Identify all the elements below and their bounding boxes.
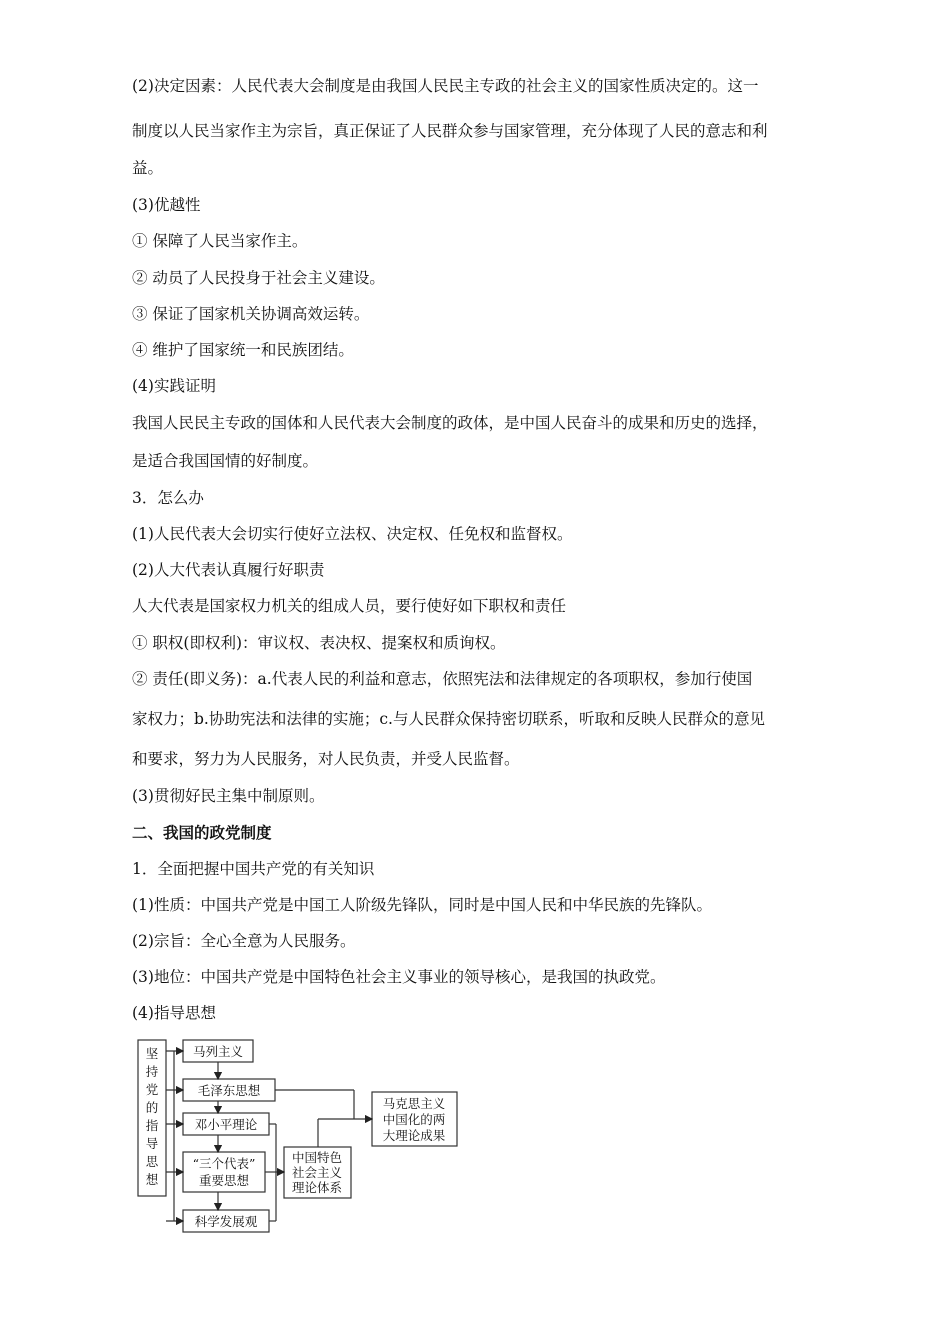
paragraph-line: 人大代表是国家权力机关的组成人员，要行使好如下职权和责任: [132, 597, 567, 615]
node-label: 邓小平理论: [194, 1117, 258, 1132]
node-label: 重要思想: [198, 1173, 250, 1188]
node-label: 马列主义: [192, 1044, 244, 1059]
node-label: 大理论成果: [382, 1128, 446, 1143]
paragraph-line: (2)决定因素：人民代表大会制度是由我国人民民主专政的社会主义的国家性质决定的。这一: [132, 77, 759, 95]
paragraph-line: ① 保障了人民当家作主。: [132, 232, 308, 250]
paragraph-line: ② 责任(即义务)：a.代表人民的利益和意志，依照宪法和法律规定的各项职权，参加行使国: [132, 670, 753, 688]
left-label-char: 持: [145, 1064, 159, 1079]
paragraph-line: ① 职权(即权利)：审议权、表决权、提案权和质询权。: [132, 634, 506, 652]
paragraph-line: 制度以人民当家作主为宗旨，真正保证了人民群众参与国家管理，充分体现了人民的意志和利: [132, 122, 768, 140]
left-label-char: 的: [145, 1100, 159, 1115]
paragraph-line: (4)指导思想: [132, 1004, 216, 1022]
paragraph-line: (2)人大代表认真履行好职责: [132, 561, 325, 579]
section-heading: 3．怎么办: [132, 489, 204, 507]
left-label-char: 导: [145, 1136, 159, 1151]
node-label: 中国特色: [291, 1150, 343, 1165]
node-label: 毛泽东思想: [197, 1083, 261, 1098]
node-label: 科学发展观: [194, 1214, 258, 1229]
paragraph-line: (3)地位：中国共产党是中国特色社会主义事业的领导核心，是我国的执政党。: [132, 968, 666, 986]
paragraph-line: 我国人民民主专政的国体和人民代表大会制度的政体，是中国人民奋斗的成果和历史的选择，: [132, 414, 768, 432]
node-label: 社会主义: [291, 1165, 343, 1180]
paragraph-line: 和要求，努力为人民服务，对人民负责，并受人民监督。: [132, 750, 520, 768]
node-label: “三个代表”: [192, 1156, 256, 1171]
left-label-char: 指: [145, 1118, 159, 1133]
section-heading: 1．全面把握中国共产党的有关知识: [132, 860, 375, 878]
paragraph-line: 益。: [132, 159, 164, 177]
paragraph-line: ③ 保证了国家机关协调高效运转。: [132, 305, 370, 323]
node-label: 马克思主义: [382, 1096, 446, 1111]
paragraph-line: (1)人民代表大会切实行使好立法权、决定权、任免权和监督权。: [132, 525, 573, 543]
paragraph-line: 是适合我国国情的好制度。: [132, 452, 319, 470]
paragraph-line: (2)宗旨：全心全意为人民服务。: [132, 932, 356, 950]
left-label-char: 党: [145, 1082, 159, 1097]
node-label: 理论体系: [291, 1180, 343, 1195]
paragraph-line: (3)优越性: [132, 196, 201, 214]
left-label-char: 想: [145, 1172, 159, 1187]
section-heading: 二、我国的政党制度: [132, 824, 272, 842]
paragraph-line: (4)实践证明: [132, 377, 216, 395]
paragraph-line: (3)贯彻好民主集中制原则。: [132, 787, 325, 805]
paragraph-line: 家权力；b.协助宪法和法律的实施；c.与人民群众保持密切联系，听取和反映人民群众的意见: [132, 710, 765, 728]
left-label-char: 思: [145, 1154, 159, 1169]
paragraph-line: ④ 维护了国家统一和民族团结。: [132, 341, 354, 359]
paragraph-line: (1)性质：中国共产党是中国工人阶级先锋队，同时是中国人民和中华民族的先锋队。: [132, 896, 712, 914]
left-label-char: 坚: [145, 1046, 159, 1061]
paragraph-line: ② 动员了人民投身于社会主义建设。: [132, 269, 385, 287]
node-label: 中国化的两: [382, 1112, 446, 1127]
